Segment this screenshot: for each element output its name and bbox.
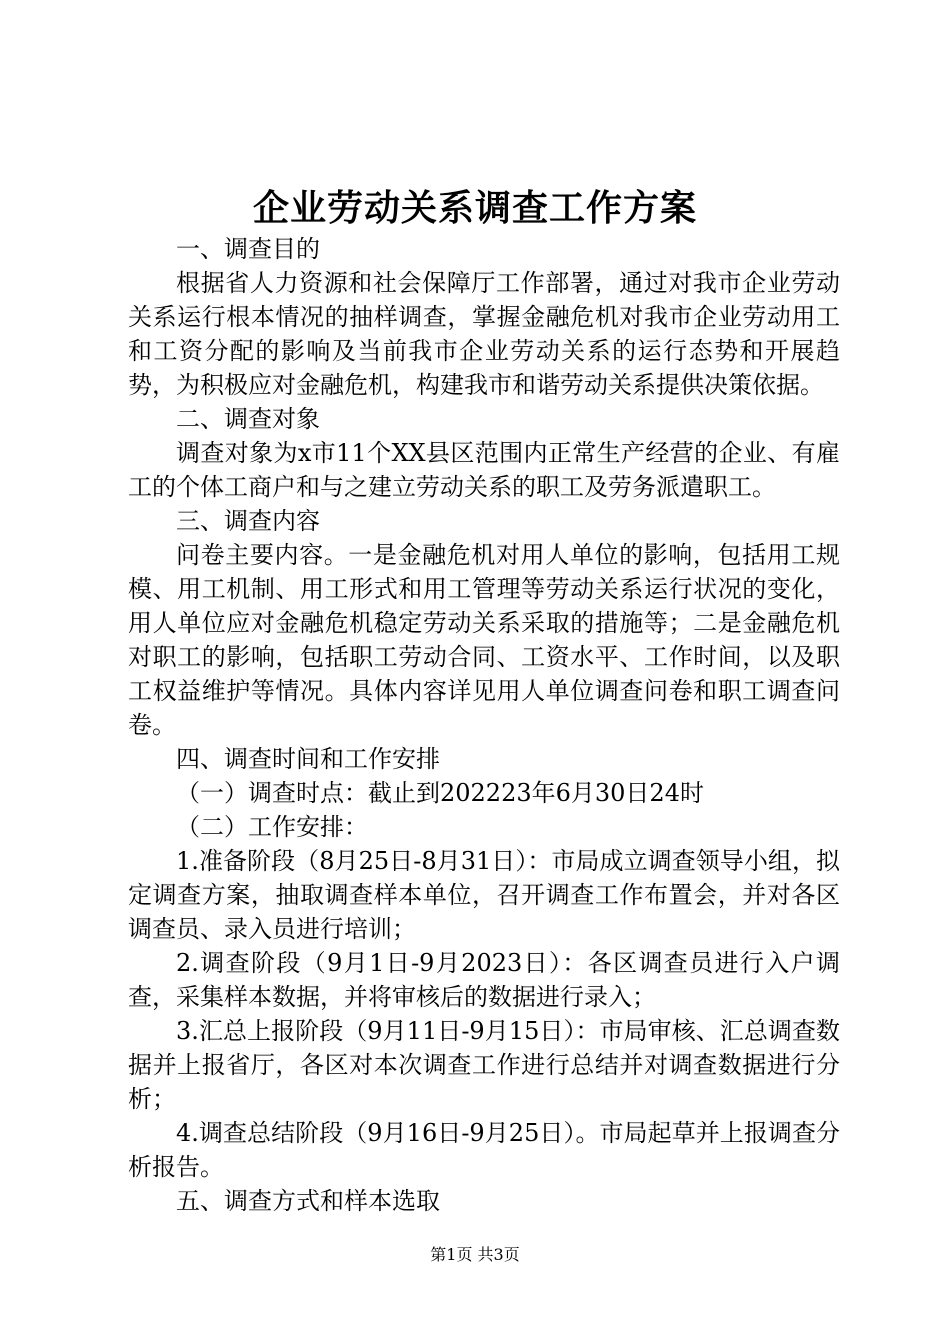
section-heading: 五、调查方式和样本选取 — [176, 1187, 440, 1215]
list-item: 1.准备阶段（8月25日-8月31日）：市局成立调查领导小组，拟定调查方案，抽取调查样本单位，召开调查工作布置会，并对各区调查员、录入员进行培训； — [128, 847, 840, 943]
section-heading: 四、调查时间和工作安排 — [176, 745, 440, 773]
section-heading: 一、调查目的 — [176, 235, 320, 263]
page-number: 第1页 共3页 — [430, 1245, 520, 1264]
section-heading: 三、调查内容 — [176, 507, 320, 535]
paragraph: 问卷主要内容。一是金融危机对用人单位的影响，包括用工规模、用工机制、用工形式和用工管理等劳动关系运行状况的变化，用人单位应对金融危机稳定劳动关系采取的措施等；二是金融危机对职工的影响，包括职工劳动合同、工资水平、工作时间，以及职工权益维护等情况。具体内容详见用人单位调查问卷和职工调查问卷。 — [128, 541, 840, 739]
document-body — [128, 232, 840, 1218]
sub-heading: （一）调查时点：截止到202223年6月30日24时 — [176, 779, 704, 807]
list-item: 4.调查总结阶段（9月16日-9月25日）。市局起草并上报调查分析报告。 — [128, 1119, 840, 1181]
sub-heading: （二）工作安排： — [176, 813, 368, 841]
paragraph: 根据省人力资源和社会保障厅工作部署，通过对我市企业劳动关系运行根本情况的抽样调查，掌握金融危机对我市企业劳动用工和工资分配的影响及当前我市企业劳动关系的运行态势和开展趋势，为积极应对金融危机，构建我市和谐劳动关系提供决策依据。 — [128, 269, 840, 399]
paragraph: 调查对象为x市11个XX县区范围内正常生产经营的企业、有雇工的个体工商户和与之建立劳动关系的职工及劳务派遣职工。 — [128, 439, 840, 501]
section-heading: 二、调查对象 — [176, 405, 320, 433]
list-item: 2.调查阶段（9月1日-9月2023日）：各区调查员进行入户调查，采集样本数据，并将审核后的数据进行录入； — [128, 949, 840, 1011]
document-title: 企业劳动关系调查工作方案 — [252, 187, 697, 229]
list-item: 3.汇总上报阶段（9月11日-9月15日）：市局审核、汇总调查数据并上报省厅，各区对本次调查工作进行总结并对调查数据进行分析； — [128, 1017, 840, 1113]
